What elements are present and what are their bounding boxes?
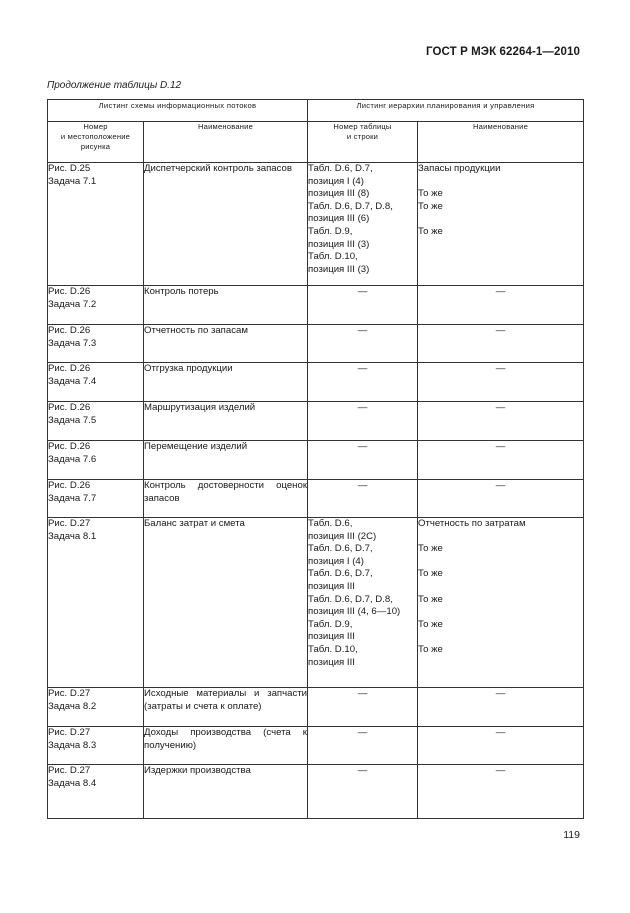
task-name: Исходные материалы и запчасти (затраты и счета к оплате): [144, 688, 308, 727]
figure-ref: Рис. D.26: [48, 286, 91, 297]
figure-cell: [48, 363, 144, 402]
figure-ref: Рис. D.27: [48, 688, 91, 699]
figure-ref: Рис. D.27: [48, 727, 91, 738]
spacer: [418, 606, 583, 619]
table-row: [48, 688, 584, 727]
task-number: Задача 8.1: [48, 530, 97, 542]
table-ref-line: Табл. D.10,: [308, 643, 358, 655]
table-ref-line: позиция I (4): [308, 555, 364, 567]
task-name: Перемещение изделий: [144, 441, 308, 480]
table-ref-line: позиция III (4, 6—10): [308, 606, 401, 618]
task-number: Задача 7.4: [48, 375, 97, 387]
table-row: [48, 727, 584, 765]
hierarchy-name: То же: [418, 643, 443, 655]
hierarchy-name: То же: [418, 593, 443, 605]
hierarchy-name-dash: —: [418, 402, 584, 441]
table-ref-line: Табл. D.9,: [308, 225, 353, 237]
figure-cell: [48, 441, 144, 480]
table-ref-line: Табл. D.6, D.7, D.8,: [308, 200, 393, 212]
table-ref-dash: —: [308, 765, 418, 819]
col-header-figure: Номер и местоположение рисунка: [48, 122, 144, 163]
table-row: [48, 163, 584, 286]
hierarchy-name: То же: [418, 225, 443, 237]
figure-ref: Рис. D.25: [48, 163, 91, 174]
task-name: Отчетность по запасам: [144, 325, 308, 363]
table-ref-line: Табл. D.6, D.7,: [308, 163, 373, 174]
task-name: Маршрутизация изделий: [144, 402, 308, 441]
table-ref-line: позиция III (6): [308, 213, 370, 225]
table-ref-dash: —: [308, 480, 418, 518]
standard-number: ГОСТ Р МЭК 62264-1—2010: [426, 46, 580, 58]
table-ref-line: позиция III: [308, 580, 355, 592]
figure-cell: [48, 163, 144, 286]
listing-table: [47, 99, 584, 819]
figure-ref: Рис. D.26: [48, 325, 91, 336]
figure-ref: Рис. D.26: [48, 441, 91, 452]
task-name: Отгрузка продукции: [144, 363, 308, 402]
figure-cell: [48, 286, 144, 325]
figure-ref: Рис. D.27: [48, 518, 91, 529]
table-ref-line: Табл. D.6, D.7, D.8,: [308, 593, 393, 605]
figure-cell: [48, 402, 144, 441]
table-ref-dash: —: [308, 286, 418, 325]
table-ref-dash: —: [308, 441, 418, 480]
table-ref-line: Табл. D.6, D.7,: [308, 568, 373, 580]
table-ref-line: позиция III (3): [308, 263, 370, 275]
table-row: [48, 441, 584, 480]
table-row: [48, 518, 584, 688]
task-number: Задача 8.3: [48, 739, 97, 751]
task-number: Задача 7.2: [48, 298, 97, 310]
table-ref-line: позиция III (3): [308, 238, 370, 250]
hierarchy-name-dash: —: [418, 363, 584, 402]
task-name: Доходы производства (счета к получению): [144, 727, 308, 765]
figure-ref: Рис. D.26: [48, 363, 91, 374]
spacer: [418, 176, 583, 189]
hierarchy-name-dash: —: [418, 727, 584, 765]
table-ref-dash: —: [308, 402, 418, 441]
table-caption: Продолжение таблицы D.12: [47, 80, 182, 91]
hierarchy-name-dash: —: [418, 286, 584, 325]
spacer: [418, 581, 583, 594]
table-ref-line: Табл. D.9,: [308, 618, 353, 630]
table-ref-line: Табл. D.6,: [308, 518, 353, 529]
figure-cell: [48, 480, 144, 518]
table-ref-dash: —: [308, 363, 418, 402]
task-number: Задача 7.3: [48, 337, 97, 349]
figure-ref: Рис. D.26: [48, 480, 91, 491]
table-ref-line: Табл. D.6, D.7,: [308, 543, 373, 555]
task-number: Задача 7.6: [48, 453, 97, 465]
table-ref-line: позиция III: [308, 656, 355, 668]
hierarchy-name: То же: [418, 543, 443, 555]
figure-ref: Рис. D.26: [48, 402, 91, 413]
task-name: Контроль потерь: [144, 286, 308, 325]
task-name: Контроль достоверности оценок запасов: [144, 480, 308, 518]
table-ref-dash: —: [308, 325, 418, 363]
hierarchy-name-dash: —: [418, 688, 584, 727]
group-header-hierarchy: Листинг иерархии планирования и управления: [308, 100, 584, 122]
hierarchy-name-dash: —: [418, 441, 584, 480]
table-ref-cell: [308, 518, 418, 688]
hierarchy-name-cell: [418, 518, 584, 688]
hierarchy-name: То же: [418, 200, 443, 212]
hierarchy-name-dash: —: [418, 765, 584, 819]
table-row: [48, 286, 584, 325]
hierarchy-name-dash: —: [418, 325, 584, 363]
col-header-table-ref: Номер таблицы и строки: [308, 122, 418, 163]
table-row: [48, 402, 584, 441]
task-number: Задача 7.5: [48, 414, 97, 426]
task-number: Задача 8.2: [48, 700, 97, 712]
table-ref-line: позиция III (2C): [308, 530, 377, 542]
table-ref-line: позиция III (8): [308, 188, 370, 200]
spacer: [418, 556, 583, 569]
task-number: Задача 7.1: [48, 175, 97, 187]
page-number: 119: [563, 829, 580, 841]
hierarchy-name: То же: [418, 618, 443, 630]
table-row: [48, 325, 584, 363]
hierarchy-name: Запасы продукции: [418, 163, 501, 174]
table-ref-line: позиция III: [308, 631, 355, 643]
table-ref-cell: [308, 163, 418, 286]
task-name: Диспетчерский контроль запасов: [144, 163, 308, 286]
figure-cell: [48, 688, 144, 727]
hierarchy-name: То же: [418, 568, 443, 580]
figure-cell: [48, 518, 144, 688]
hierarchy-name-cell: [418, 163, 584, 286]
figure-cell: [48, 765, 144, 819]
spacer: [418, 213, 583, 226]
table-ref-line: Табл. D.10,: [308, 251, 358, 263]
col-header-name-right: Наименование: [418, 122, 584, 163]
figure-cell: [48, 325, 144, 363]
table-ref-line: позиция I (4): [308, 175, 364, 187]
table-ref-dash: —: [308, 727, 418, 765]
task-number: Задача 7.7: [48, 492, 97, 504]
group-header-flow: Листинг схемы информационных потоков: [48, 100, 308, 122]
spacer: [418, 631, 583, 644]
col-header-name-left: Наименование: [144, 122, 308, 163]
spacer: [418, 531, 583, 544]
task-name: Баланс затрат и смета: [144, 518, 308, 688]
figure-ref: Рис. D.27: [48, 765, 91, 776]
table-row: [48, 480, 584, 518]
task-number: Задача 8.4: [48, 777, 97, 789]
table-ref-dash: —: [308, 688, 418, 727]
hierarchy-name: Отчетность по затратам: [418, 518, 526, 529]
hierarchy-name: То же: [418, 188, 443, 200]
table-row: [48, 363, 584, 402]
hierarchy-name-dash: —: [418, 480, 584, 518]
table-row: [48, 765, 584, 819]
figure-cell: [48, 727, 144, 765]
task-name: Издержки производства: [144, 765, 308, 819]
